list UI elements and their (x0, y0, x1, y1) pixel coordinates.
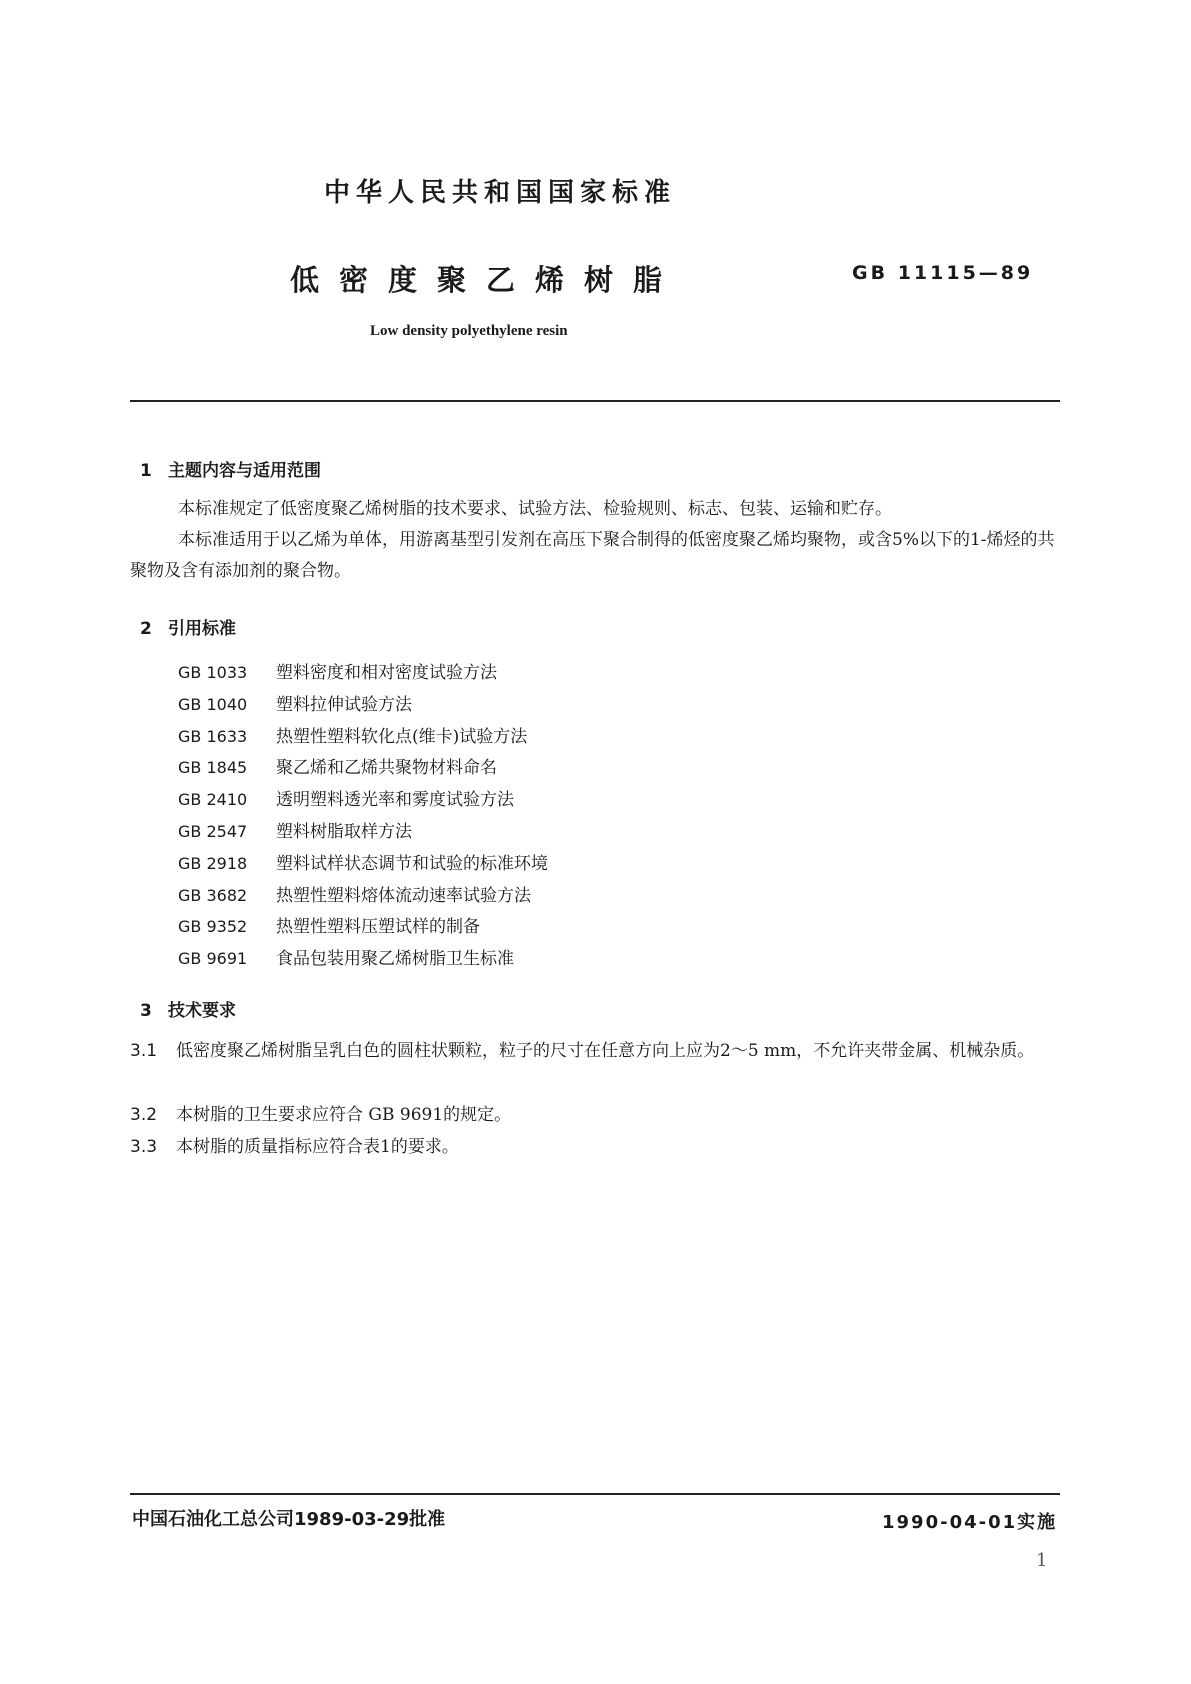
list-item (178, 690, 548, 722)
clause-number: 3.2 (130, 1105, 158, 1125)
section-title: 引用标准 (168, 619, 236, 639)
clause-3-1 (130, 1036, 1060, 1067)
ref-title: 塑料试样状态调节和试验的标准环境 (276, 853, 548, 874)
list-item (178, 785, 548, 817)
section-1-heading (140, 456, 321, 481)
issuing-authority: 中华人民共和国国家标准 (323, 178, 676, 208)
reference-list (178, 658, 548, 976)
ref-code: GB 9352 (178, 917, 248, 937)
ref-title: 食品包装用聚乙烯树脂卫生标准 (276, 949, 514, 970)
clause-text: 本树脂的质量指标应符合表1的要求。 (176, 1137, 459, 1157)
document-title-cn: 低密度聚乙烯树脂 (290, 263, 683, 297)
section-2-heading (140, 614, 236, 639)
section-number: 3 (140, 1001, 152, 1021)
standard-number: GB 11115—89 (852, 262, 1034, 284)
ref-code: GB 1633 (178, 726, 248, 746)
ref-code: GB 2918 (178, 853, 248, 873)
clause-3-2 (130, 1100, 1060, 1131)
clause-text: 低密度聚乙烯树脂呈乳白色的圆柱状颗粒，粒子的尺寸在任意方向上应为2～5 mm，不允许夹带金属、机械杂质。 (176, 1041, 1035, 1061)
footer-divider (130, 1493, 1060, 1495)
list-item (178, 944, 548, 976)
ref-title: 塑料密度和相对密度试验方法 (276, 663, 497, 683)
list-item (178, 912, 548, 944)
section-3-heading (140, 996, 236, 1021)
ref-code: GB 1040 (178, 694, 248, 714)
list-item (178, 817, 548, 849)
section-1-body (130, 494, 1060, 587)
ref-title: 聚乙烯和乙烯共聚物材料命名 (276, 758, 497, 779)
page-number: 1 (1036, 1550, 1048, 1571)
section-title: 主题内容与适用范围 (168, 461, 321, 481)
ref-code: GB 3682 (178, 885, 248, 905)
clause-number: 3.1 (130, 1041, 158, 1061)
effective-date: 1990-04-01实施 (882, 1512, 1058, 1533)
clause-3-3 (130, 1132, 1060, 1163)
ref-code: GB 1845 (178, 758, 248, 778)
clause-number: 3.3 (130, 1137, 158, 1157)
ref-code: GB 2410 (178, 790, 248, 810)
ref-title: 热塑性塑料软化点(维卡)试验方法 (276, 726, 528, 747)
header-divider (130, 400, 1060, 402)
section-number: 1 (140, 461, 152, 481)
ref-title: 塑料拉伸试验方法 (276, 694, 412, 715)
ref-title: 热塑性塑料压塑试样的制备 (276, 917, 480, 938)
ref-code: GB 2547 (178, 821, 248, 841)
paragraph: 本标准规定了低密度聚乙烯树脂的技术要求、试验方法、检验规则、标志、包装、运输和贮存。 (178, 499, 892, 519)
clause-text: 本树脂的卫生要求应符合 GB 9691的规定。 (176, 1105, 512, 1125)
approval-info: 中国石油化工总公司1989-03-29批准 (132, 1509, 446, 1530)
paragraph: 本标准适用于以乙烯为单体，用游离基型引发剂在高压下聚合制得的低密度聚乙烯均聚物，或含5%以下的1-烯烃的共聚物及含有添加剂的聚合物。 (130, 530, 1055, 581)
ref-code: GB 9691 (178, 949, 248, 969)
list-item (178, 658, 548, 690)
list-item (178, 722, 548, 754)
section-number: 2 (140, 619, 152, 639)
ref-title: 塑料树脂取样方法 (276, 821, 412, 842)
list-item (178, 849, 548, 881)
section-title: 技术要求 (168, 1001, 236, 1021)
list-item (178, 753, 548, 785)
ref-code: GB 1033 (178, 663, 248, 682)
document-title-en: Low density polyethylene resin (370, 323, 568, 339)
ref-title: 透明塑料透光率和雾度试验方法 (276, 790, 514, 811)
list-item (178, 881, 548, 913)
ref-title: 热塑性塑料熔体流动速率试验方法 (276, 885, 531, 906)
